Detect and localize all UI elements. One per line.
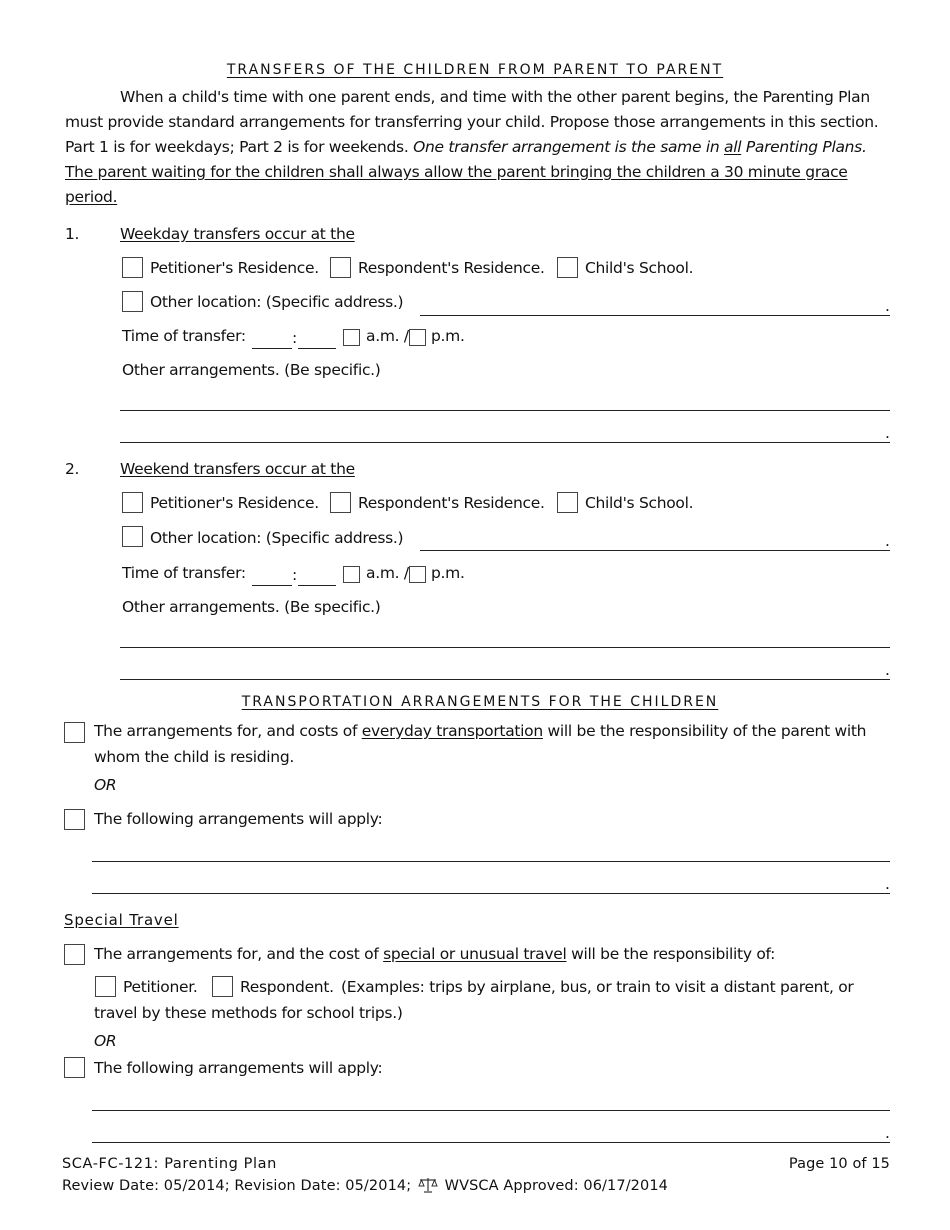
special-travel-checkbox[interactable] [64, 944, 85, 965]
transfers-heading: TRANSFERS OF THE CHILDREN FROM PARENT TO PARENT [226, 62, 724, 78]
weekend-arrangements-line-1[interactable] [120, 647, 890, 648]
intro-line-3b: One transfer arrangement is the same in [413, 138, 724, 156]
weekend-respondent-label: Respondent's Residence. [358, 494, 545, 512]
period: . [885, 661, 890, 679]
weekend-other-label: Other location: (Specific address.) [150, 529, 404, 547]
period: . [885, 1124, 890, 1142]
weekend-school-label: Child's School. [585, 494, 694, 512]
weekday-other-checkbox[interactable] [122, 291, 143, 312]
special-travel-title: Special Travel [64, 911, 179, 929]
transport-opt1-b: everyday transportation [361, 722, 543, 740]
intro-line-5: period. [65, 188, 118, 206]
weekday-pm-checkbox[interactable] [409, 329, 426, 346]
scales-of-justice-icon [418, 1177, 438, 1197]
transport-or: OR [94, 776, 117, 794]
special-opt1-b: special or unusual travel [383, 945, 567, 963]
weekday-arrangements-line-1[interactable] [120, 410, 890, 411]
transport-arrangements-line-2[interactable] [92, 893, 890, 894]
special-following-label: The following arrangements will apply: [94, 1059, 383, 1077]
intro-line-1: When a child's time with one parent ends, and time with the other parent begins, the Parenting Plan [120, 88, 870, 106]
transport-everyday-line-2: whom the child is residing. [94, 748, 294, 766]
weekday-other-arrangements-label: Other arrangements. (Be specific.) [122, 361, 381, 379]
period: . [885, 424, 890, 442]
weekend-petitioner-label: Petitioner's Residence. [150, 494, 319, 512]
weekend-hour-field[interactable] [252, 585, 292, 586]
transport-following-label: The following arrangements will apply: [94, 810, 383, 828]
special-respondent-label: Respondent. [240, 978, 334, 996]
weekend-pm-label: p.m. [431, 564, 465, 582]
intro-line-3c: all [724, 138, 742, 156]
weekday-address-field[interactable] [420, 315, 890, 316]
footer-page-number: Page 10 of 15 [788, 1156, 890, 1172]
footer-review-dates: Review Date: 05/2014; Revision Date: 05/2014; [62, 1178, 412, 1194]
weekday-petitioner-label: Petitioner's Residence. [150, 259, 319, 277]
weekend-address-field[interactable] [420, 550, 890, 551]
weekend-number: 2. [65, 460, 80, 478]
weekday-school-label: Child's School. [585, 259, 694, 277]
period: . [885, 532, 890, 550]
intro-line-4: The parent waiting for the children shall always allow the parent bringing the children a 30 minute grace [65, 163, 848, 181]
transport-following-checkbox[interactable] [64, 809, 85, 830]
weekday-minute-field[interactable] [298, 348, 336, 349]
weekday-petitioner-checkbox[interactable] [122, 257, 143, 278]
weekday-arrangements-line-2[interactable] [120, 442, 890, 443]
weekend-time-label: Time of transfer: [122, 564, 246, 582]
period: . [885, 297, 890, 315]
special-petitioner-label: Petitioner. [123, 978, 198, 996]
intro-line-3 [65, 138, 867, 156]
special-opt1-a: The arrangements for, and the cost of [94, 945, 384, 963]
weekend-am-label: a.m. / [366, 564, 409, 582]
transport-opt1-c: will be the responsibility of the parent with [542, 722, 867, 740]
special-following-checkbox[interactable] [64, 1057, 85, 1078]
weekday-number: 1. [65, 225, 80, 243]
period: . [885, 875, 890, 893]
weekend-school-checkbox[interactable] [557, 492, 578, 513]
transport-everyday-line-1 [94, 722, 866, 740]
special-respondent-checkbox[interactable] [212, 976, 233, 997]
weekend-other-checkbox[interactable] [122, 526, 143, 547]
transport-arrangements-line-1[interactable] [92, 861, 890, 862]
transport-everyday-checkbox[interactable] [64, 722, 85, 743]
weekday-respondent-label: Respondent's Residence. [358, 259, 545, 277]
footer-form-id: SCA-FC-121: Parenting Plan [62, 1156, 277, 1172]
time-colon: : [292, 329, 297, 347]
special-arrangements-line-2[interactable] [92, 1142, 890, 1143]
special-examples-line-2: travel by these methods for school trips.) [94, 1004, 403, 1022]
weekday-respondent-checkbox[interactable] [330, 257, 351, 278]
weekday-am-label: a.m. / [366, 327, 409, 345]
intro-line-3d: Parenting Plans. [741, 138, 867, 156]
time-colon: : [292, 566, 297, 584]
footer-dates [62, 1177, 668, 1197]
weekday-pm-label: p.m. [431, 327, 465, 345]
weekday-hour-field[interactable] [252, 348, 292, 349]
weekend-title: Weekend transfers occur at the [120, 460, 355, 478]
special-petitioner-checkbox[interactable] [95, 976, 116, 997]
special-or: OR [94, 1032, 117, 1050]
special-travel-line-1 [94, 945, 775, 963]
special-examples-line-1: (Examples: trips by airplane, bus, or train to visit a distant parent, or [341, 978, 854, 996]
weekend-petitioner-checkbox[interactable] [122, 492, 143, 513]
weekend-arrangements-line-2[interactable] [120, 679, 890, 680]
weekday-title: Weekday transfers occur at the [120, 225, 355, 243]
intro-line-3a: Part 1 is for weekdays; Part 2 is for weekends. [65, 138, 414, 156]
transport-opt1-a: The arrangements for, and costs of [94, 722, 362, 740]
weekday-am-checkbox[interactable] [343, 329, 360, 346]
intro-line-2: must provide standard arrangements for transferring your child. Propose those arrangements in this section. [65, 113, 879, 131]
footer-approved: WVSCA Approved: 06/17/2014 [444, 1178, 668, 1194]
weekend-other-arrangements-label: Other arrangements. (Be specific.) [122, 598, 381, 616]
weekend-am-checkbox[interactable] [343, 566, 360, 583]
transport-heading: TRANSPORTATION ARRANGEMENTS FOR THE CHILDREN [241, 694, 719, 710]
weekend-minute-field[interactable] [298, 585, 336, 586]
weekday-other-label: Other location: (Specific address.) [150, 293, 404, 311]
special-arrangements-line-1[interactable] [92, 1110, 890, 1111]
weekend-respondent-checkbox[interactable] [330, 492, 351, 513]
special-opt1-c: will be the responsibility of: [566, 945, 776, 963]
weekday-school-checkbox[interactable] [557, 257, 578, 278]
weekday-time-label: Time of transfer: [122, 327, 246, 345]
weekend-pm-checkbox[interactable] [409, 566, 426, 583]
